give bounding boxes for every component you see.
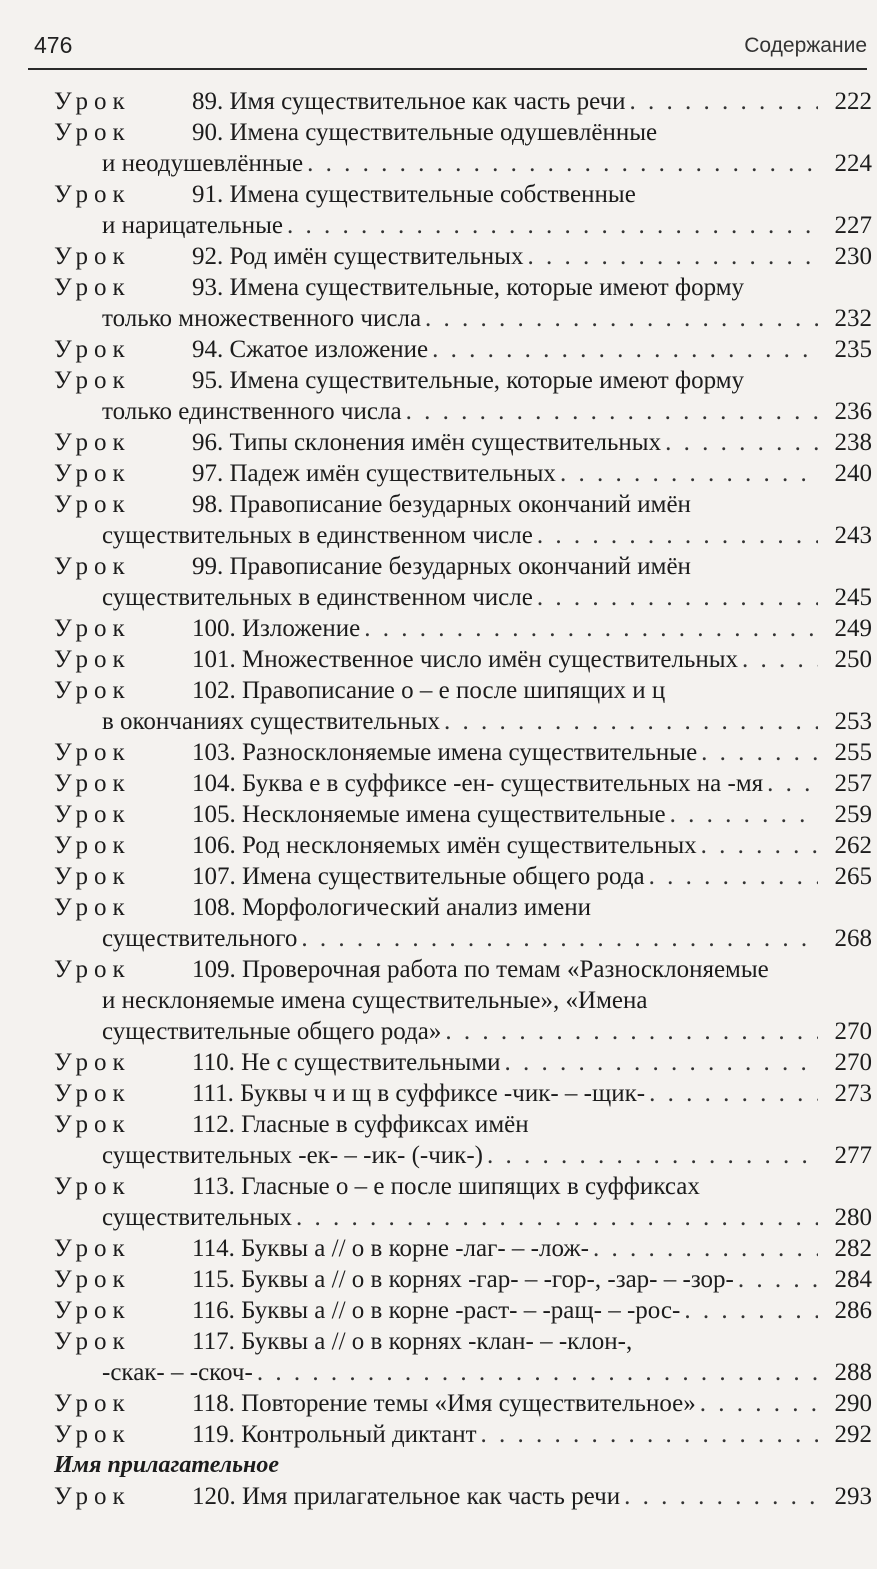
- toc-entry: [54, 892, 872, 954]
- toc-entry: [54, 1264, 872, 1295]
- toc-entry-continuation: [54, 1140, 872, 1171]
- toc-entry-continuation: [54, 1016, 872, 1047]
- toc-entry: [54, 334, 872, 365]
- toc-entry: [54, 1419, 872, 1450]
- toc-entry-line: [54, 334, 872, 365]
- lesson-label: Урок: [54, 119, 131, 146]
- toc-entry: [54, 1078, 872, 1109]
- toc-entry-continuation: [54, 210, 872, 241]
- toc-entry: [54, 768, 872, 799]
- dot-leader: [296, 1202, 818, 1233]
- dot-leader: [257, 1357, 818, 1388]
- lesson-title: 102. Правописание о – е после шипящих и ц: [192, 677, 666, 704]
- toc-entry: [54, 489, 872, 551]
- page-ref: 249: [834, 615, 872, 642]
- lesson-title: -скак- – -скоч-: [102, 1359, 253, 1386]
- toc-entry-line: [54, 954, 872, 985]
- section-heading: Имя прилагательное: [54, 1452, 280, 1478]
- lesson-title: 91. Имена существительные собственные: [192, 181, 636, 208]
- dot-leader: [432, 334, 818, 365]
- lesson-label: Урок: [54, 460, 131, 487]
- dot-leader: [481, 1419, 818, 1450]
- dot-leader: [624, 1481, 818, 1512]
- page-ref: 277: [834, 1142, 872, 1169]
- lesson-label: Урок: [54, 863, 131, 890]
- lesson-title: и несклоняемые имена существительные», «Имена: [102, 987, 648, 1014]
- toc-entry-continuation: [54, 1357, 872, 1388]
- lesson-title: 105. Несклоняемые имена существительные: [192, 801, 666, 828]
- toc-entry-line: [54, 1388, 872, 1419]
- toc-entry-continuation: [54, 520, 872, 551]
- lesson-title: и нарицательные: [102, 212, 283, 239]
- dot-leader: [307, 148, 818, 179]
- lesson-title: 118. Повторение темы «Имя существительное»: [192, 1390, 696, 1417]
- toc-entry: [54, 675, 872, 737]
- lesson-title: 101. Множественное число имён существительных: [192, 646, 739, 673]
- lesson-title: существительных -ек- – -ик- (-чик-): [102, 1142, 483, 1169]
- dot-leader: [301, 923, 818, 954]
- dot-leader: [505, 1047, 818, 1078]
- dot-leader: [444, 706, 818, 737]
- toc-entry-line: [54, 799, 872, 830]
- dot-leader: [630, 86, 818, 117]
- lesson-title: 108. Морфологический анализ имени: [192, 894, 591, 921]
- lesson-label: Урок: [54, 1111, 131, 1138]
- lesson-title: 111. Буквы ч и щ в суффиксе -чик- – -щик-: [192, 1080, 646, 1107]
- lesson-label: Урок: [54, 181, 131, 208]
- lesson-label: Урок: [54, 956, 131, 983]
- lesson-title: 98. Правописание безударных окончаний имён: [192, 491, 691, 518]
- toc-entry-line: [54, 1078, 872, 1109]
- lesson-title: существительные общего рода»: [102, 1018, 442, 1045]
- toc-entry-line: [54, 1295, 872, 1326]
- lesson-label: Урок: [54, 491, 131, 518]
- dot-leader: [425, 303, 818, 334]
- page-header: [28, 28, 867, 70]
- lesson-title: 115. Буквы а // о в корнях -гар- – -гор-, -зар- – -зор-: [192, 1266, 734, 1293]
- toc-entry: [54, 799, 872, 830]
- page-ref: 235: [834, 336, 872, 363]
- toc-entry-line: [54, 117, 872, 148]
- lesson-title: 117. Буквы а // о в корнях -клан- – -клон-,: [192, 1328, 633, 1355]
- toc-entry-line: [54, 427, 872, 458]
- lesson-title: 93. Имена существительные, которые имеют форму: [192, 274, 745, 301]
- toc-entry: [54, 954, 872, 1047]
- toc-entry: [54, 117, 872, 179]
- page-ref: 284: [834, 1266, 872, 1293]
- dot-leader: [593, 1233, 818, 1264]
- dot-leader: [537, 520, 818, 551]
- lesson-label: Урок: [54, 615, 131, 642]
- toc-entry-line: [54, 1233, 872, 1264]
- page-ref: 273: [834, 1080, 872, 1107]
- toc-entry-line: [54, 489, 872, 520]
- toc-entry-continuation: [54, 396, 872, 427]
- page-ref: 293: [834, 1483, 872, 1510]
- page-ref: 222: [834, 88, 872, 115]
- lesson-label: Урок: [54, 677, 131, 704]
- toc-entry: [54, 1326, 872, 1388]
- dot-leader: [364, 613, 818, 644]
- page-ref: 257: [834, 770, 872, 797]
- dot-leader: [742, 644, 818, 675]
- lesson-label: Урок: [54, 1173, 131, 1200]
- toc-entry-line: [54, 1109, 872, 1140]
- toc-entry: [54, 613, 872, 644]
- lesson-title: 92. Род имён существительных: [192, 243, 524, 270]
- page-ref: 250: [834, 646, 872, 673]
- toc-entry-continuation: [54, 582, 872, 613]
- table-of-contents: [54, 86, 872, 1512]
- toc-entry-line: [54, 830, 872, 861]
- lesson-title: 107. Имена существительные общего рода: [192, 863, 645, 890]
- dot-leader: [560, 458, 818, 489]
- dot-leader: [665, 427, 818, 458]
- lesson-title: существительных: [102, 1204, 293, 1231]
- page-ref: 288: [834, 1359, 872, 1386]
- dot-leader: [701, 830, 818, 861]
- lesson-title: только множественного числа: [102, 305, 422, 332]
- lesson-title: 100. Изложение: [192, 615, 361, 642]
- dot-leader: [406, 396, 818, 427]
- lesson-label: Урок: [54, 553, 131, 580]
- lesson-label: Урок: [54, 894, 131, 921]
- lesson-title: 104. Буква е в суффиксе -ен- существительных на -мя: [192, 770, 764, 797]
- page-ref: 224: [834, 150, 872, 177]
- lesson-title: 89. Имя существительное как часть речи: [192, 88, 626, 115]
- lesson-label: Урок: [54, 1080, 131, 1107]
- lesson-label: Урок: [54, 1235, 131, 1262]
- toc-entry-line: [54, 768, 872, 799]
- toc-entry: [54, 737, 872, 768]
- dot-leader: [445, 1016, 818, 1047]
- page-ref: 232: [834, 305, 872, 332]
- page-ref: 268: [834, 925, 872, 952]
- lesson-title: существительного: [102, 925, 298, 952]
- toc-entry-line: [54, 241, 872, 272]
- toc-entry-line: [54, 1419, 872, 1450]
- lesson-title: 120. Имя прилагательное как часть речи: [192, 1483, 621, 1510]
- toc-entry-line: [54, 1326, 872, 1357]
- dot-leader: [487, 1140, 818, 1171]
- lesson-title: существительных в единственном числе: [102, 584, 533, 611]
- page-ref: 227: [834, 212, 872, 239]
- lesson-label: Урок: [54, 801, 131, 828]
- page-ref: 240: [834, 460, 872, 487]
- lesson-label: Урок: [54, 336, 131, 363]
- page-ref: 282: [834, 1235, 872, 1262]
- lesson-label: Урок: [54, 243, 131, 270]
- toc-entry: [54, 830, 872, 861]
- toc-entry-line: [54, 551, 872, 582]
- page-ref: 270: [834, 1049, 872, 1076]
- toc-entry: [54, 1047, 872, 1078]
- page-ref: 243: [834, 522, 872, 549]
- lesson-label: Урок: [54, 274, 131, 301]
- toc-entry: [54, 1109, 872, 1171]
- page-ref: 270: [834, 1018, 872, 1045]
- toc-entry: [54, 1481, 872, 1512]
- toc-entry: [54, 1388, 872, 1419]
- toc-entry-continuation: [54, 923, 872, 954]
- dot-leader: [649, 861, 818, 892]
- toc-entry-line: [54, 644, 872, 675]
- page-ref: 253: [834, 708, 872, 735]
- lesson-title: 114. Буквы а // о в корне -лаг- – -лож-: [192, 1235, 589, 1262]
- lesson-title: только единственного числа: [102, 398, 402, 425]
- toc-entry-line: [54, 1047, 872, 1078]
- toc-entry: [54, 644, 872, 675]
- toc-entry-line: [54, 86, 872, 117]
- page-ref: 290: [834, 1390, 872, 1417]
- toc-entry: [54, 551, 872, 613]
- lesson-title: 99. Правописание безударных окончаний имён: [192, 553, 691, 580]
- toc-entry-continuation: [54, 303, 872, 334]
- lesson-label: Урок: [54, 1266, 131, 1293]
- lesson-title: 110. Не с существительными: [192, 1049, 501, 1076]
- lesson-label: Урок: [54, 429, 131, 456]
- lesson-title: 116. Буквы а // о в корне -раст- – -ращ- – -рос-: [192, 1297, 681, 1324]
- lesson-title: в окончаниях существительных: [102, 708, 441, 735]
- lesson-title: и неодушевлённые: [102, 150, 304, 177]
- lesson-title: 96. Типы склонения имён существительных: [192, 429, 662, 456]
- toc-entry-line: [54, 1481, 872, 1512]
- page-ref: 259: [834, 801, 872, 828]
- toc-entry-line: [54, 675, 872, 706]
- toc-entry: [54, 86, 872, 117]
- toc-entry: [54, 1233, 872, 1264]
- toc-entry-line: [54, 861, 872, 892]
- dot-leader: [700, 1388, 818, 1419]
- toc-entry-line: [54, 1171, 872, 1202]
- toc-entry-line: [54, 737, 872, 768]
- running-title: Содержание: [744, 34, 867, 57]
- page-ref: 265: [834, 863, 872, 890]
- toc-entry: [54, 1171, 872, 1233]
- toc-entry-line: [54, 613, 872, 644]
- toc-entry-line: [54, 179, 872, 210]
- page-ref: 245: [834, 584, 872, 611]
- lesson-title: 109. Проверочная работа по темам «Разносклоняемые: [192, 956, 769, 983]
- lesson-label: Урок: [54, 739, 131, 766]
- page-ref: 236: [834, 398, 872, 425]
- toc-entry: [54, 179, 872, 241]
- lesson-label: Урок: [54, 770, 131, 797]
- lesson-title: 94. Сжатое изложение: [192, 336, 429, 363]
- lesson-title: 106. Род несклоняемых имён существительных: [192, 832, 697, 859]
- lesson-label: Урок: [54, 1421, 131, 1448]
- dot-leader: [684, 1295, 818, 1326]
- page-ref: 262: [834, 832, 872, 859]
- toc-entry-continuation: [54, 1202, 872, 1233]
- toc-entry-line: [54, 1264, 872, 1295]
- toc-entry-line: [54, 892, 872, 923]
- page-ref: 230: [834, 243, 872, 270]
- page-number: 476: [34, 32, 73, 58]
- toc-entry-continuation: [54, 985, 872, 1016]
- lesson-label: Урок: [54, 88, 131, 115]
- lesson-label: Урок: [54, 1483, 131, 1510]
- toc-entry: [54, 365, 872, 427]
- lesson-label: Урок: [54, 1297, 131, 1324]
- page-ref: 238: [834, 429, 872, 456]
- toc-entry: [54, 458, 872, 489]
- toc-entry: [54, 272, 872, 334]
- lesson-label: Урок: [54, 367, 131, 394]
- toc-entry-continuation: [54, 148, 872, 179]
- dot-leader: [767, 768, 818, 799]
- lesson-label: Урок: [54, 832, 131, 859]
- lesson-title: 95. Имена существительные, которые имеют форму: [192, 367, 745, 394]
- dot-leader: [738, 1264, 818, 1295]
- dot-leader: [701, 737, 818, 768]
- toc-entry: [54, 1295, 872, 1326]
- lesson-title: 103. Разносклоняемые имена существительные: [192, 739, 698, 766]
- lesson-title: 97. Падеж имён существительных: [192, 460, 556, 487]
- dot-leader: [649, 1078, 818, 1109]
- toc-entry: [54, 241, 872, 272]
- toc-entry: [54, 427, 872, 458]
- dot-leader: [287, 210, 818, 241]
- dot-leader: [527, 241, 818, 272]
- lesson-label: Урок: [54, 1390, 131, 1417]
- page-ref: 286: [834, 1297, 872, 1324]
- lesson-title: существительных в единственном числе: [102, 522, 533, 549]
- lesson-title: 119. Контрольный диктант: [192, 1421, 477, 1448]
- dot-leader: [670, 799, 818, 830]
- page-ref: 292: [834, 1421, 872, 1448]
- dot-leader: [537, 582, 818, 613]
- toc-entry-line: [54, 365, 872, 396]
- lesson-title: 90. Имена существительные одушевлённые: [192, 119, 658, 146]
- page-ref: 255: [834, 739, 872, 766]
- lesson-label: Урок: [54, 646, 131, 673]
- toc-entry-line: [54, 272, 872, 303]
- lesson-label: Урок: [54, 1328, 131, 1355]
- toc-entry-continuation: [54, 706, 872, 737]
- lesson-title: 112. Гласные в суффиксах имён: [192, 1111, 529, 1138]
- page-ref: 280: [834, 1204, 872, 1231]
- lesson-title: 113. Гласные о – е после шипящих в суффиксах: [192, 1173, 700, 1200]
- toc-entry-line: [54, 458, 872, 489]
- toc-entry: [54, 861, 872, 892]
- lesson-label: Урок: [54, 1049, 131, 1076]
